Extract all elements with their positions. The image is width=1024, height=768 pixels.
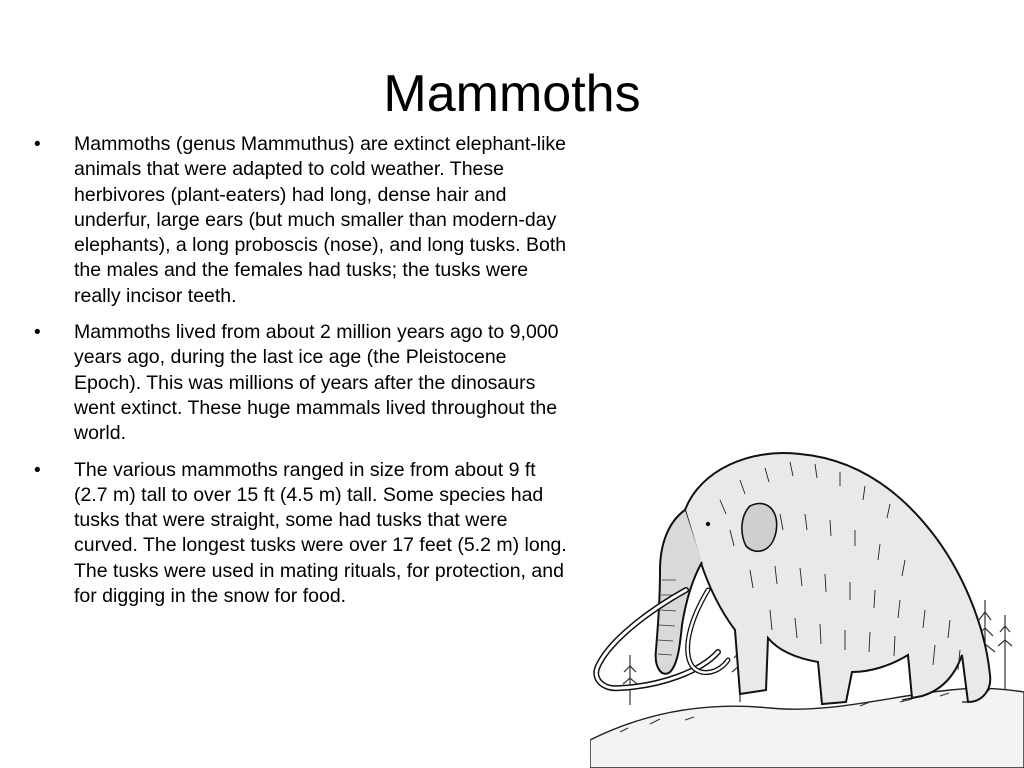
mammoth-sketch-icon	[590, 440, 1024, 768]
bullet-list	[32, 132, 572, 620]
bullet-text: The various mammoths ranged in size from about 9 ft (2.7 m) tall to over 15 ft (4.5 m) tall. Some species had tusks that were straight, some had tusks that were curved. The longest tusks were over 17 feet (5.2 m) long. The tusks were used in mating rituals, for protection, and for digging in the snow for food.	[74, 458, 567, 608]
bullet-marker: •	[34, 459, 41, 481]
slide-title: Mammoths	[383, 65, 641, 123]
bullet-item	[32, 320, 572, 446]
bullet-item	[32, 132, 572, 309]
bullet-marker: •	[34, 322, 41, 344]
bullet-item	[32, 458, 572, 610]
bullet-marker: •	[34, 134, 41, 155]
bullet-text: Mammoths (genus Mammuthus) are extinct elephant-like animals that were adapted to cold weather. These herbivores (plant-eaters) had long, dense hair and underfur, large ears (but much smaller than modern-day elephants), a long proboscis (nose), and long tusks. Both the males and the females had tusks; the tusks were really incisor teeth.	[74, 133, 567, 307]
bullet-text: Mammoths lived from about 2 million years ago to 9,000 years ago, during the last ice age (the Pleistocene Epoch). This was millions of years after the dinosaurs went extinct. These huge mammals lived throughout the world.	[74, 321, 559, 445]
mammoth-illustration	[590, 440, 1024, 768]
